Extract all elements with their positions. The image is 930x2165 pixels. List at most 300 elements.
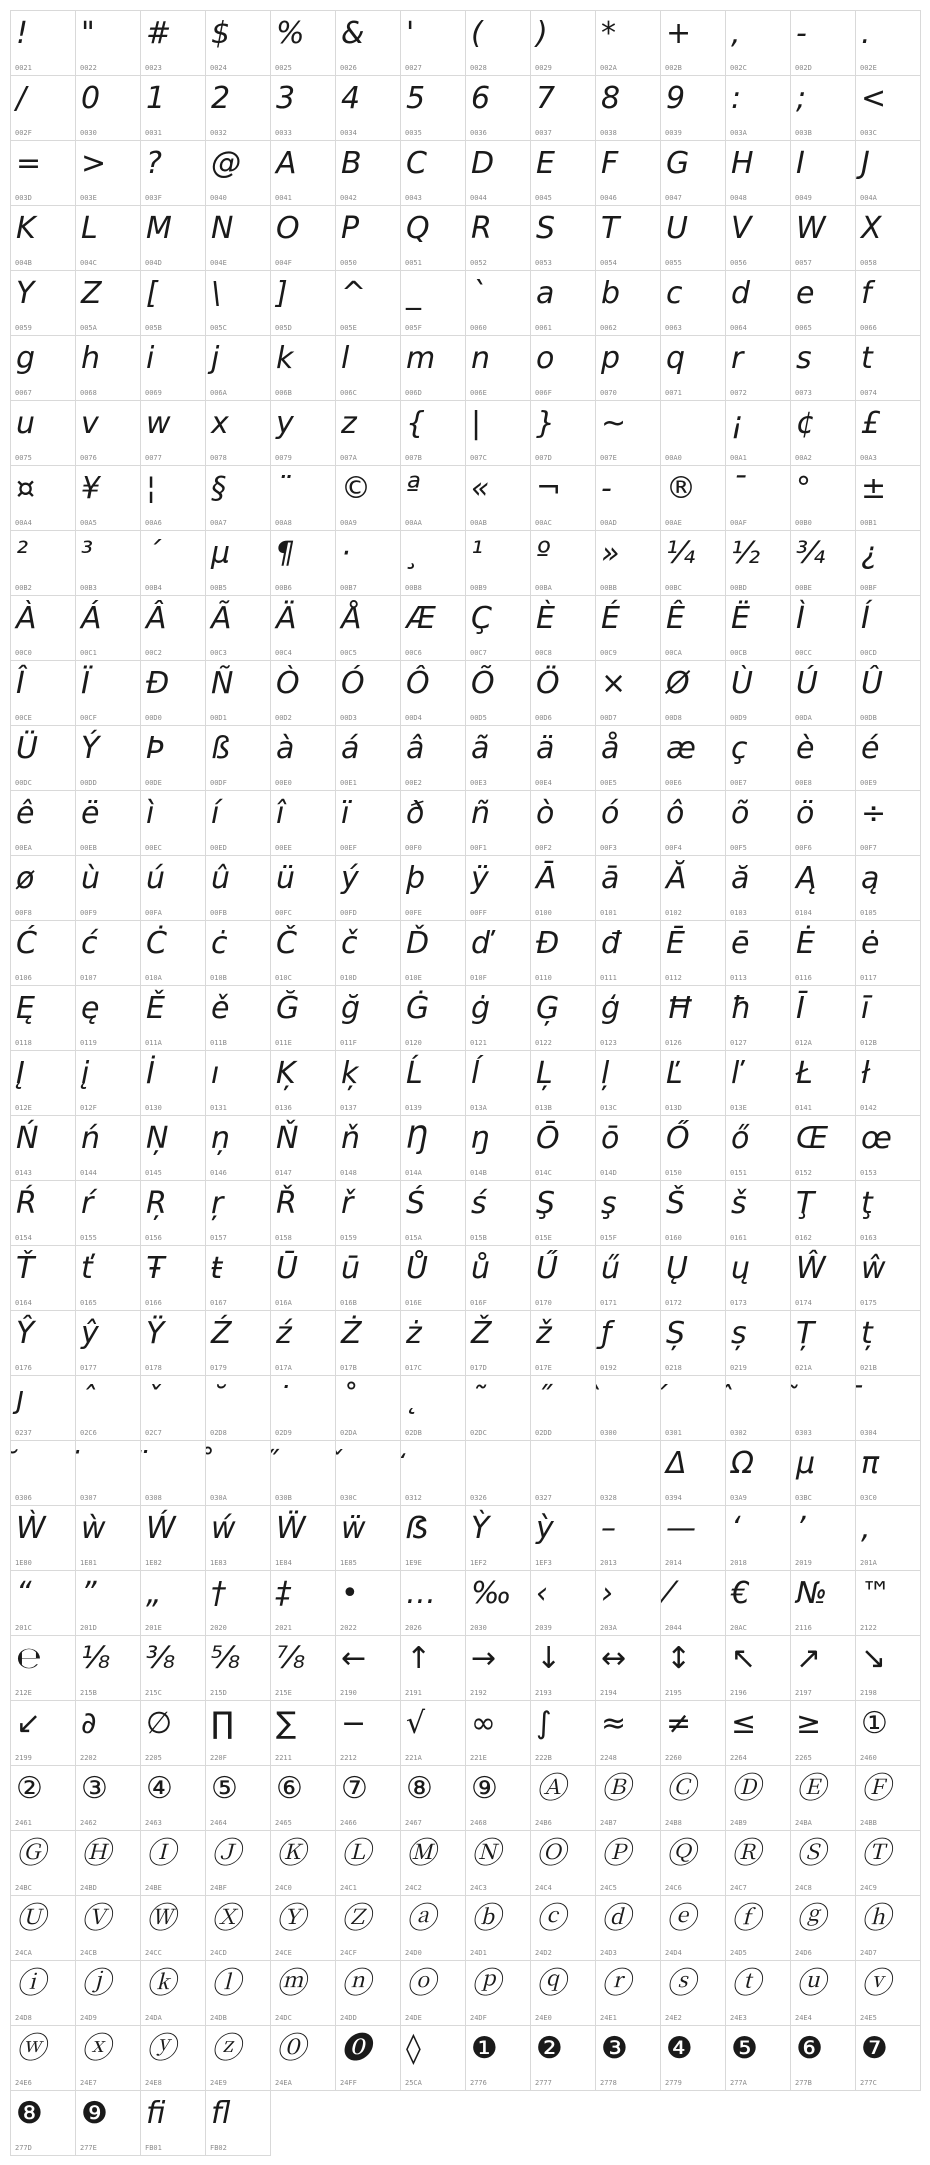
- glyph-cell: [76, 1181, 141, 1246]
- glyph-cell: [726, 11, 791, 76]
- glyph-codepoint: 0063: [665, 324, 682, 332]
- glyph-cell: [661, 1766, 726, 1831]
- glyph-cell: [11, 1181, 76, 1246]
- glyph-codepoint: 006B: [275, 389, 292, 397]
- glyph-char: ⓣ: [731, 1966, 761, 2001]
- glyph-cell: [661, 1246, 726, 1311]
- glyph-char: E: [536, 146, 555, 181]
- glyph-char: –: [601, 1511, 616, 1546]
- glyph-cell: [531, 661, 596, 726]
- glyph-codepoint: 0067: [15, 389, 32, 397]
- glyph-cell: [11, 1311, 76, 1376]
- glyph-codepoint: 0167: [210, 1299, 227, 1307]
- glyph-char: ⓞ: [406, 1966, 436, 2001]
- glyph-codepoint: 002A: [600, 64, 617, 72]
- glyph-codepoint: 0326: [470, 1494, 487, 1502]
- glyph-cell: [401, 1506, 466, 1571]
- glyph-codepoint: 0116: [795, 974, 812, 982]
- glyph-codepoint: 00B5: [210, 584, 227, 592]
- glyph-char: œ: [861, 1121, 892, 1156]
- glyph-char: ∑: [276, 1706, 297, 1741]
- glyph-codepoint: 0120: [405, 1039, 422, 1047]
- glyph-cell: [401, 1116, 466, 1181]
- glyph-char: Ì: [796, 601, 805, 636]
- glyph-char: Å: [341, 601, 362, 636]
- glyph-char: !: [16, 16, 29, 51]
- glyph-cell: [726, 661, 791, 726]
- glyph-codepoint: 24DB: [210, 2014, 227, 2022]
- glyph-codepoint: 00EC: [145, 844, 162, 852]
- glyph-cell: [206, 1181, 271, 1246]
- glyph-char: „: [146, 1576, 162, 1611]
- glyph-cell: [206, 1311, 271, 1376]
- glyph-codepoint: 010B: [210, 974, 227, 982]
- glyph-codepoint: 00E0: [275, 779, 292, 787]
- glyph-char: »: [601, 536, 620, 571]
- glyph-cell: [531, 596, 596, 661]
- glyph-codepoint: 006C: [340, 389, 357, 397]
- glyph-char: &: [341, 16, 365, 51]
- glyph-codepoint: 277A: [730, 2079, 747, 2087]
- glyph-char: Ž: [471, 1316, 492, 1351]
- glyph-cell: [856, 1766, 921, 1831]
- glyph-cell: [401, 1961, 466, 2026]
- glyph-cell: [206, 596, 271, 661]
- glyph-cell: [76, 466, 141, 531]
- glyph-codepoint: 011E: [275, 1039, 292, 1047]
- glyph-codepoint: 00AF: [730, 519, 747, 527]
- glyph-cell: [206, 986, 271, 1051]
- glyph-char: Ⓙ: [211, 1836, 241, 1871]
- glyph-char: …: [406, 1576, 436, 1611]
- glyph-cell: [141, 661, 206, 726]
- glyph-cell: [336, 531, 401, 596]
- glyph-codepoint: 0172: [665, 1299, 682, 1307]
- glyph-char: ⓢ: [666, 1966, 696, 2001]
- glyph-char: Ú: [796, 666, 818, 701]
- glyph-char: Ż: [341, 1316, 362, 1351]
- glyph-codepoint: 0051: [405, 259, 422, 267]
- glyph-cell: [76, 206, 141, 271]
- glyph-cell: [726, 1701, 791, 1766]
- glyph-char: ą: [861, 861, 880, 896]
- glyph-char: ℮: [16, 1641, 42, 1676]
- glyph-char: 9: [666, 81, 686, 116]
- glyph-codepoint: 00BE: [795, 584, 812, 592]
- glyph-char: £: [861, 406, 881, 441]
- glyph-char: ↖: [731, 1641, 757, 1676]
- glyph-cell: [141, 856, 206, 921]
- glyph-char: №: [796, 1576, 828, 1611]
- glyph-codepoint: 24B7: [600, 1819, 617, 1827]
- glyph-cell: [466, 466, 531, 531]
- glyph-char: ⓟ: [471, 1966, 501, 2001]
- glyph-cell: [76, 661, 141, 726]
- glyph-codepoint: 24BB: [860, 1819, 877, 1827]
- glyph-char: ®: [666, 471, 696, 506]
- glyph-cell: [791, 206, 856, 271]
- glyph-codepoint: 0164: [15, 1299, 32, 1307]
- glyph-char: *: [601, 16, 616, 51]
- glyph-codepoint: 00DC: [15, 779, 32, 787]
- glyph-char: ų: [731, 1251, 751, 1286]
- glyph-codepoint: 2468: [470, 1819, 487, 1827]
- glyph-codepoint: 0163: [860, 1234, 877, 1242]
- glyph-codepoint: 011B: [210, 1039, 227, 1047]
- glyph-cell: [856, 661, 921, 726]
- glyph-char: Ø: [666, 666, 690, 701]
- glyph-cell: [856, 271, 921, 336]
- glyph-cell: [11, 1896, 76, 1961]
- glyph-codepoint: 014C: [535, 1169, 552, 1177]
- glyph-cell: [531, 1051, 596, 1116]
- glyph-codepoint: 017B: [340, 1364, 357, 1372]
- glyph-cell: [336, 596, 401, 661]
- glyph-char: :: [731, 81, 742, 116]
- glyph-codepoint: 0130: [145, 1104, 162, 1112]
- glyph-codepoint: 00C1: [80, 649, 97, 657]
- glyph-char: ð: [406, 796, 425, 831]
- glyph-codepoint: 00E2: [405, 779, 422, 787]
- glyph-codepoint: 24BD: [80, 1884, 97, 1892]
- glyph-codepoint: 0062: [600, 324, 617, 332]
- glyph-char: ˜: [471, 1381, 486, 1416]
- glyph-char: ļ: [601, 1056, 610, 1091]
- glyph-char: Ų: [666, 1251, 688, 1286]
- glyph-codepoint: 006D: [405, 389, 422, 397]
- glyph-codepoint: 030B: [275, 1494, 292, 1502]
- glyph-codepoint: 0100: [535, 909, 552, 917]
- glyph-codepoint: 03C0: [860, 1494, 877, 1502]
- glyph-char: ű: [601, 1251, 621, 1286]
- glyph-char: ů: [471, 1251, 491, 1286]
- glyph-codepoint: 0307: [80, 1494, 97, 1502]
- glyph-char: ä: [536, 731, 555, 766]
- glyph-char: Ⓚ: [276, 1836, 306, 1871]
- glyph-codepoint: 0154: [15, 1234, 32, 1242]
- glyph-cell: [141, 1376, 206, 1441]
- glyph-codepoint: 021B: [860, 1364, 877, 1372]
- glyph-cell: [206, 401, 271, 466]
- glyph-cell: [336, 1376, 401, 1441]
- glyph-char: Ţ: [796, 1186, 815, 1221]
- glyph-codepoint: 015E: [535, 1234, 552, 1242]
- glyph-codepoint: 2464: [210, 1819, 227, 1827]
- glyph-char: ˛: [406, 1381, 421, 1416]
- glyph-cell: [336, 401, 401, 466]
- glyph-cell: [466, 1181, 531, 1246]
- glyph-codepoint: 00D3: [340, 714, 357, 722]
- glyph-codepoint: 24BE: [145, 1884, 162, 1892]
- glyph-char: ∫: [536, 1706, 552, 1741]
- glyph-cell: [11, 1571, 76, 1636]
- glyph-char: á: [341, 731, 360, 766]
- glyph-codepoint: 00C9: [600, 649, 617, 657]
- glyph-codepoint: 24D0: [405, 1949, 422, 1957]
- glyph-codepoint: 0148: [340, 1169, 357, 1177]
- glyph-cell: [856, 1636, 921, 1701]
- glyph-codepoint: 004C: [80, 259, 97, 267]
- glyph-char: «: [471, 471, 490, 506]
- glyph-cell: [11, 2091, 76, 2156]
- glyph-cell: [466, 336, 531, 401]
- glyph-codepoint: 002E: [860, 64, 877, 72]
- glyph-char: ©: [341, 471, 371, 506]
- glyph-codepoint: 0121: [470, 1039, 487, 1047]
- glyph-cell: [661, 1961, 726, 2026]
- glyph-codepoint: 24CB: [80, 1949, 97, 1957]
- glyph-char: m: [406, 341, 436, 376]
- glyph-codepoint: 02DD: [535, 1429, 552, 1437]
- glyph-char: Ņ: [146, 1121, 169, 1156]
- glyph-char: Ů: [406, 1251, 428, 1286]
- glyph-codepoint: 0057: [795, 259, 812, 267]
- glyph-char: ¬: [536, 471, 562, 506]
- glyph-char: Î: [16, 666, 25, 701]
- glyph-char: z: [341, 406, 357, 441]
- glyph-codepoint: 00A5: [80, 519, 97, 527]
- glyph-cell: [11, 76, 76, 141]
- glyph-codepoint: 00F3: [600, 844, 617, 852]
- glyph-codepoint: 004F: [275, 259, 292, 267]
- glyph-codepoint: 2018: [730, 1559, 747, 1567]
- glyph-char: ≠: [666, 1706, 692, 1741]
- glyph-cell: [206, 206, 271, 271]
- glyph-codepoint: 010C: [275, 974, 292, 982]
- glyph-codepoint: 201A: [860, 1559, 877, 1567]
- glyph-codepoint: 016B: [340, 1299, 357, 1307]
- glyph-codepoint: 002D: [795, 64, 812, 72]
- glyph-char: ˝: [536, 1381, 551, 1416]
- glyph-cell: [336, 1181, 401, 1246]
- glyph-cell: [466, 1896, 531, 1961]
- glyph-codepoint: 00CE: [15, 714, 32, 722]
- glyph-cell: [726, 1766, 791, 1831]
- glyph-cell: [531, 1376, 596, 1441]
- glyph-char: ü: [276, 861, 296, 896]
- glyph-cell: [726, 1896, 791, 1961]
- glyph-cell: [726, 1181, 791, 1246]
- glyph-cell: [76, 1701, 141, 1766]
- glyph-codepoint: 2460: [860, 1754, 877, 1762]
- glyph-cell: [726, 1571, 791, 1636]
- glyph-char: ī: [861, 991, 870, 1026]
- glyph-char: Ď: [406, 926, 430, 961]
- glyph-codepoint: 0073: [795, 389, 812, 397]
- glyph-char: 2: [211, 81, 231, 116]
- glyph-codepoint: 0027: [405, 64, 422, 72]
- glyph-codepoint: 00C0: [15, 649, 32, 657]
- glyph-cell: [791, 1246, 856, 1311]
- glyph-cell: [531, 1636, 596, 1701]
- glyph-codepoint: 00DE: [145, 779, 162, 787]
- glyph-codepoint: 007D: [535, 454, 552, 462]
- glyph-codepoint: 1E80: [15, 1559, 32, 1567]
- glyph-codepoint: 24CE: [275, 1949, 292, 1957]
- glyph-cell: [596, 2026, 661, 2091]
- glyph-char: Ź: [211, 1316, 232, 1351]
- glyph-codepoint: 0030: [80, 129, 97, 137]
- glyph-codepoint: 0077: [145, 454, 162, 462]
- glyph-char: ´: [146, 536, 161, 571]
- glyph-cell: [466, 1051, 531, 1116]
- glyph-char: å: [601, 731, 620, 766]
- glyph-char: ň: [341, 1121, 361, 1156]
- glyph-char: [: [146, 276, 158, 311]
- glyph-codepoint: 002F: [15, 129, 32, 137]
- glyph-codepoint: 24DE: [405, 2014, 422, 2022]
- glyph-codepoint: 2467: [405, 1819, 422, 1827]
- glyph-char: Ã: [211, 601, 232, 636]
- glyph-char: b: [601, 276, 621, 311]
- glyph-char: l: [341, 341, 350, 376]
- glyph-cell: [76, 1831, 141, 1896]
- glyph-cell: [661, 1441, 726, 1506]
- glyph-cell: [76, 596, 141, 661]
- glyph-codepoint: 24D8: [15, 2014, 32, 2022]
- glyph-cell: [726, 1051, 791, 1116]
- glyph-cell: [76, 1571, 141, 1636]
- glyph-cell: [141, 596, 206, 661]
- glyph-char: Ț: [796, 1316, 815, 1351]
- glyph-codepoint: 0139: [405, 1104, 422, 1112]
- glyph-char: ‡: [276, 1576, 291, 1611]
- glyph-cell: [531, 206, 596, 271]
- glyph-cell: [401, 791, 466, 856]
- glyph-char: ←: [341, 1641, 367, 1676]
- glyph-char: æ: [666, 731, 696, 766]
- glyph-cell: [271, 401, 336, 466]
- glyph-codepoint: 0176: [15, 1364, 32, 1372]
- glyph-char: ~: [601, 406, 627, 441]
- glyph-cell: [466, 726, 531, 791]
- glyph-codepoint: 00BB: [600, 584, 617, 592]
- glyph-char: ‹: [536, 1576, 548, 1611]
- glyph-cell: [76, 921, 141, 986]
- glyph-char: ù: [81, 861, 101, 896]
- glyph-cell: [336, 1116, 401, 1181]
- glyph-codepoint: 0144: [80, 1169, 97, 1177]
- glyph-codepoint: 24C0: [275, 1884, 292, 1892]
- glyph-char: Č: [276, 926, 297, 961]
- glyph-cell: [661, 531, 726, 596]
- glyph-cell: [661, 336, 726, 401]
- glyph-codepoint: 00D5: [470, 714, 487, 722]
- glyph-codepoint: 2192: [470, 1689, 487, 1697]
- glyph-codepoint: 0053: [535, 259, 552, 267]
- glyph-char: ≥: [796, 1706, 822, 1741]
- glyph-char: ½: [731, 536, 761, 571]
- glyph-cell: [11, 596, 76, 661]
- glyph-char: ③: [81, 1771, 108, 1806]
- glyph-cell: [336, 791, 401, 856]
- glyph-cell: [661, 1506, 726, 1571]
- glyph-cell: [466, 1701, 531, 1766]
- glyph-cell: [856, 1506, 921, 1571]
- glyph-char: F: [601, 146, 619, 181]
- glyph-char: ×: [601, 666, 627, 701]
- glyph-char: Ý: [81, 731, 100, 766]
- glyph-cell: [271, 1571, 336, 1636]
- glyph-codepoint: 00BA: [535, 584, 552, 592]
- glyph-char: e: [796, 276, 815, 311]
- glyph-cell: [466, 596, 531, 661]
- glyph-char: Đ: [536, 926, 560, 961]
- glyph-cell: [791, 1896, 856, 1961]
- glyph-codepoint: 004D: [145, 259, 162, 267]
- glyph-char: ⓤ: [796, 1966, 826, 2001]
- glyph-codepoint: 2466: [340, 1819, 357, 1827]
- glyph-codepoint: 0122: [535, 1039, 552, 1047]
- glyph-codepoint: 00FC: [275, 909, 292, 917]
- glyph-cell: [856, 336, 921, 401]
- glyph-cell: [596, 206, 661, 271]
- glyph-char: Ä: [276, 601, 297, 636]
- glyph-cell: [11, 1831, 76, 1896]
- glyph-char: ẞ: [406, 1511, 430, 1546]
- glyph-cell: [531, 856, 596, 921]
- glyph-codepoint: 201C: [15, 1624, 32, 1632]
- glyph-codepoint: 00DB: [860, 714, 877, 722]
- glyph-char: Ľ: [666, 1056, 683, 1091]
- glyph-char: Š: [666, 1186, 686, 1221]
- glyph-char: k: [276, 341, 294, 376]
- glyph-char: Œ: [796, 1121, 829, 1156]
- glyph-char: ª: [406, 471, 421, 506]
- glyph-cell: [11, 1961, 76, 2026]
- glyph-char: ‰: [471, 1576, 512, 1611]
- glyph-cell: [271, 1051, 336, 1116]
- glyph-codepoint: 02DA: [340, 1429, 357, 1437]
- glyph-cell: [206, 1831, 271, 1896]
- glyph-codepoint: 0174: [795, 1299, 812, 1307]
- glyph-char: S: [536, 211, 556, 246]
- glyph-cell: [661, 1311, 726, 1376]
- glyph-cell: [206, 1961, 271, 2026]
- glyph-char: Ĺ: [406, 1056, 423, 1091]
- glyph-cell: [466, 271, 531, 336]
- glyph-cell: [76, 2026, 141, 2091]
- glyph-codepoint: 00AB: [470, 519, 487, 527]
- glyph-codepoint: 00D8: [665, 714, 682, 722]
- glyph-char: ô: [666, 796, 685, 831]
- glyph-codepoint: 00E5: [600, 779, 617, 787]
- glyph-char: P: [341, 211, 360, 246]
- glyph-cell: [206, 726, 271, 791]
- glyph-char: ß: [211, 731, 230, 766]
- glyph-codepoint: 0061: [535, 324, 552, 332]
- glyph-char: †: [211, 1576, 226, 1611]
- glyph-cell: [726, 1636, 791, 1701]
- glyph-cell: [791, 531, 856, 596]
- glyph-cell: [466, 921, 531, 986]
- glyph-char: µ: [211, 536, 231, 571]
- glyph-codepoint: 0117: [860, 974, 877, 982]
- glyph-cell: [271, 1441, 336, 1506]
- glyph-codepoint: 00F2: [535, 844, 552, 852]
- glyph-cell: [531, 1116, 596, 1181]
- glyph-cell: [76, 1961, 141, 2026]
- glyph-char: ẃ: [211, 1511, 236, 1546]
- glyph-cell: [856, 141, 921, 206]
- glyph-char: đ: [601, 926, 621, 961]
- glyph-codepoint: 00A2: [795, 454, 812, 462]
- glyph-codepoint: 00D9: [730, 714, 747, 722]
- glyph-cell: [11, 1441, 76, 1506]
- glyph-cell: [791, 11, 856, 76]
- glyph-codepoint: 0145: [145, 1169, 162, 1177]
- glyph-codepoint: 010A: [145, 974, 162, 982]
